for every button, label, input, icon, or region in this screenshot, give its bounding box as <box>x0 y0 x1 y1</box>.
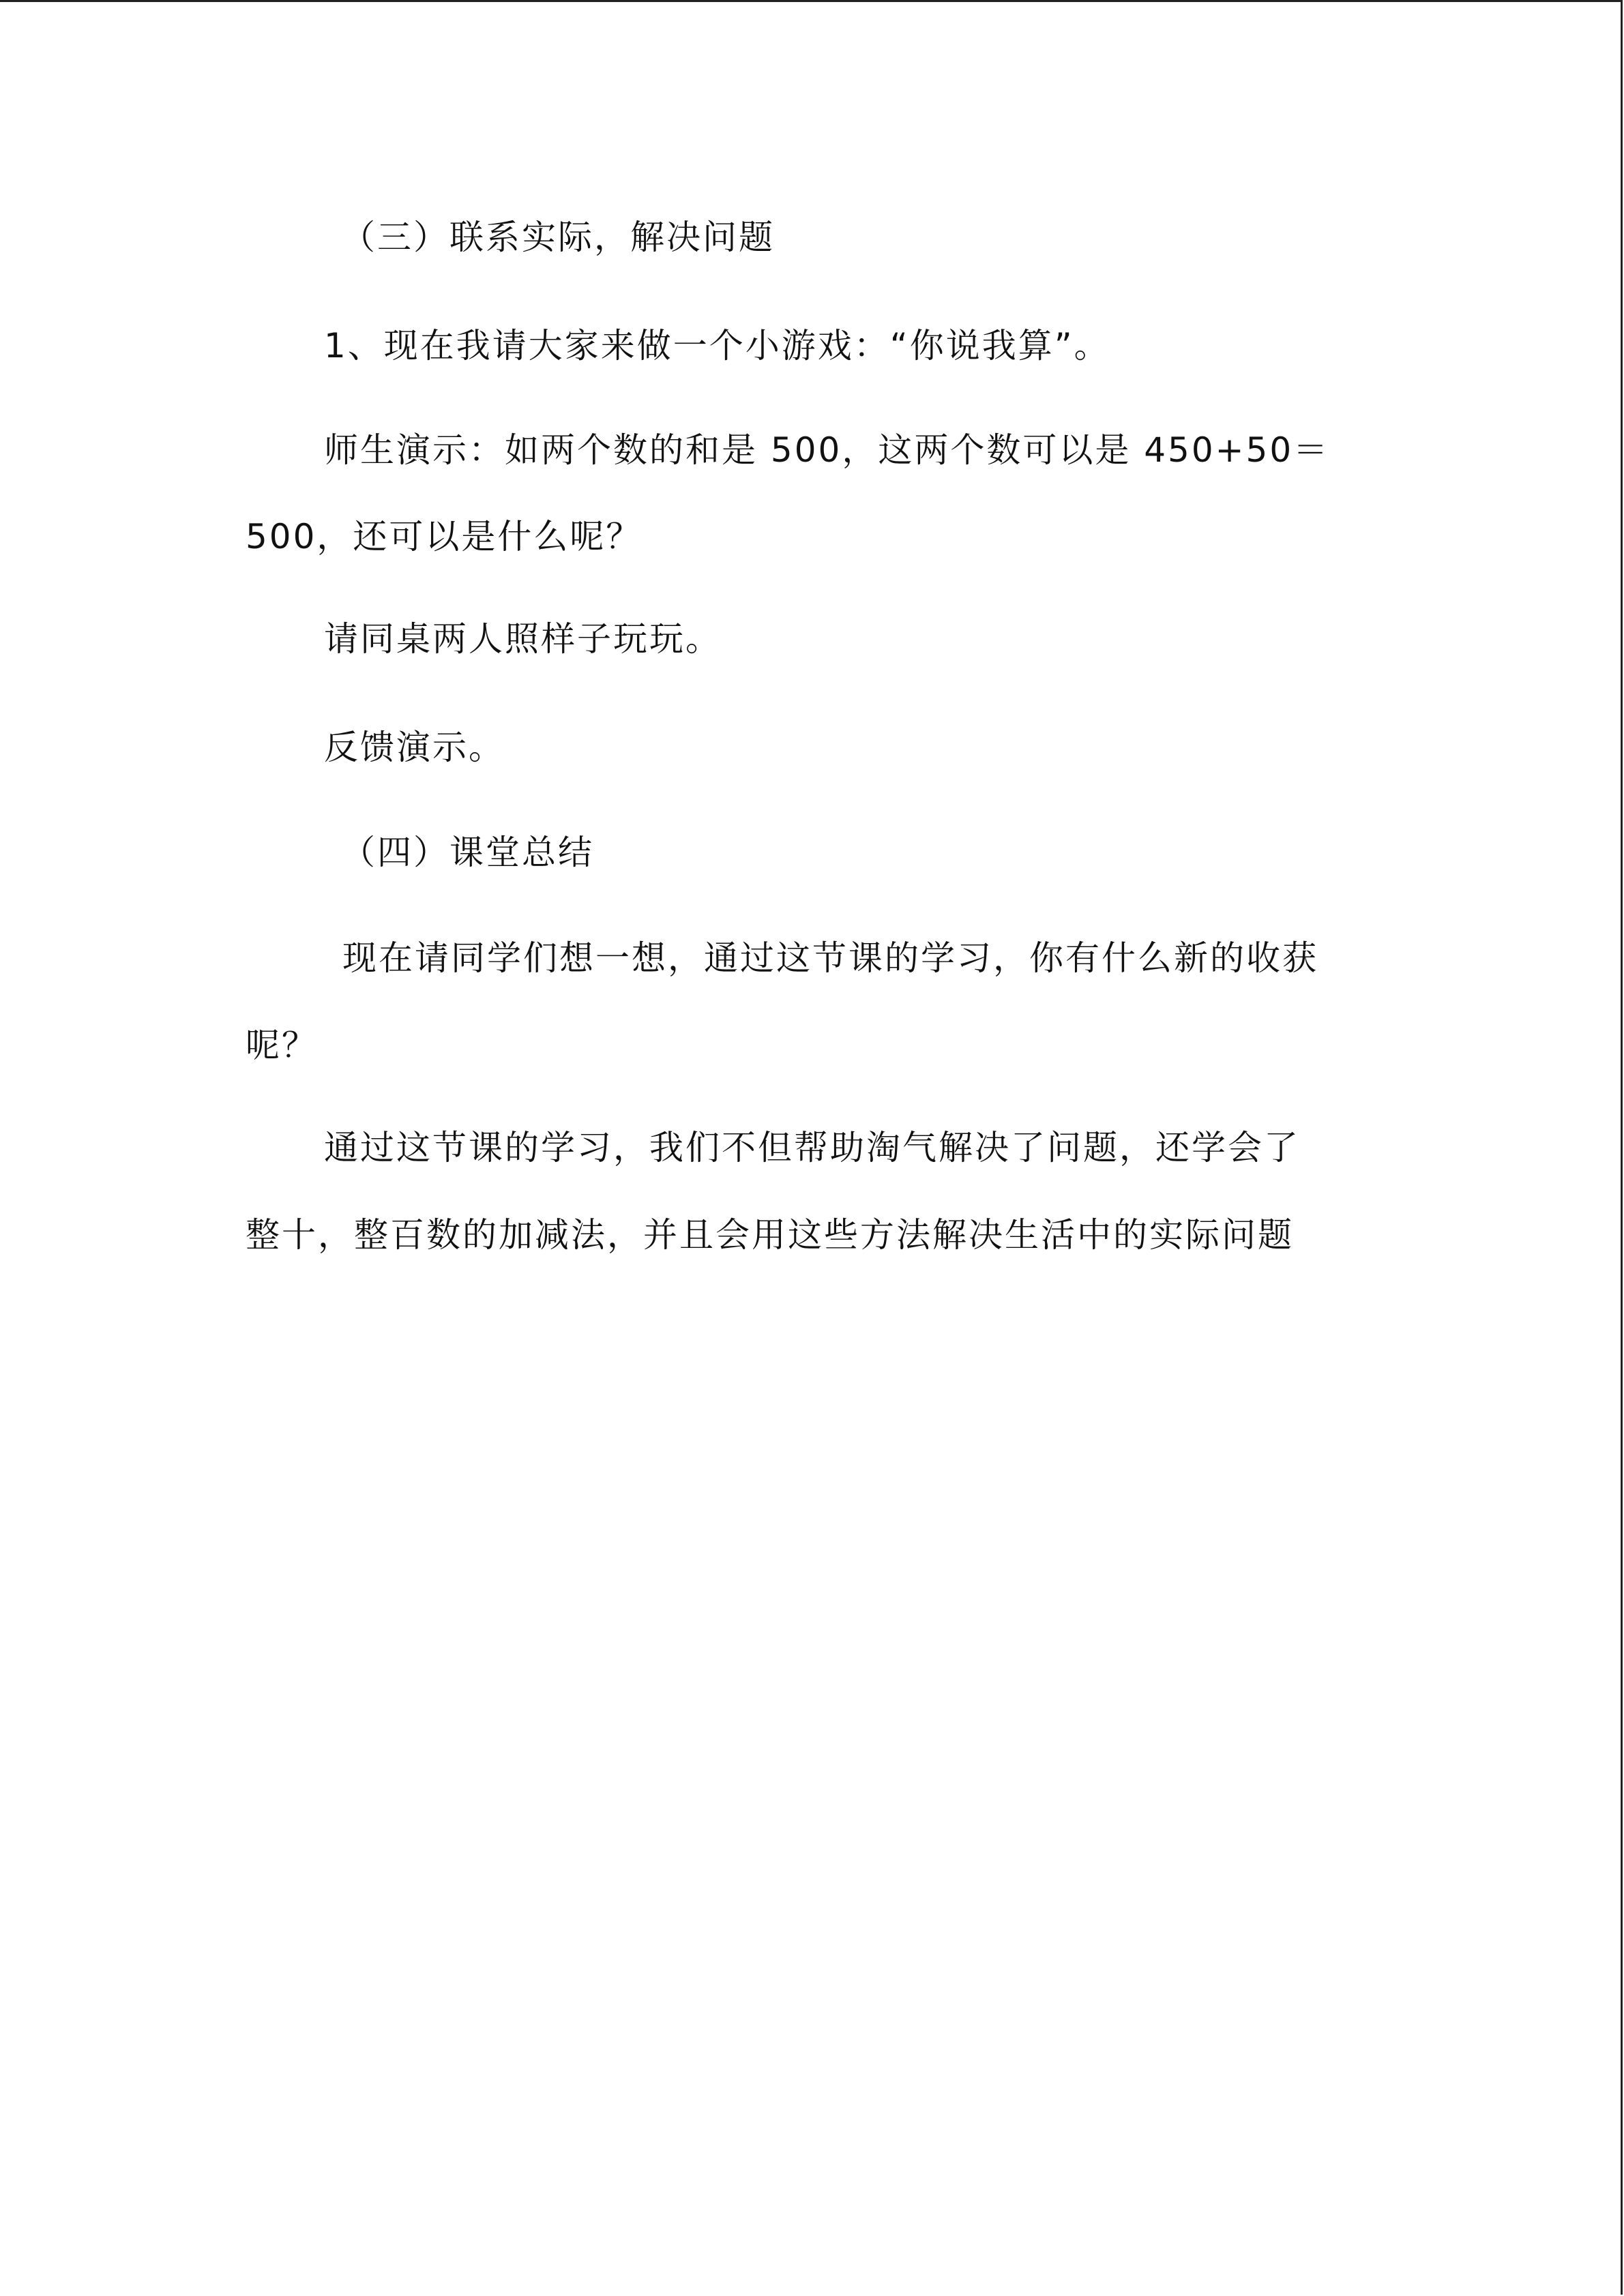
section-4-heading: （四）课堂总结 <box>341 833 594 872</box>
summary-answer-line-1: 通过这节课的学习，我们不但帮助淘气解决了问题，还学会了 <box>324 1128 1300 1167</box>
summary-answer-line-2: 整十，整百数的加减法，并且会用这些方法解决生活中的实际问题 <box>246 1215 1294 1255</box>
pair-play-instruction: 请同桌两人照样子玩玩。 <box>324 619 722 659</box>
demo-line-1: 师生演示：如两个数的和是 500，这两个数可以是 450+50＝ <box>324 430 1330 470</box>
summary-question-line-2: 呢？ <box>246 1026 318 1065</box>
demo-line-2: 500，还可以是什么呢？ <box>246 517 643 556</box>
game-intro: 1、现在我请大家来做一个小游戏：“你说我算”。 <box>324 326 1110 366</box>
section-3-heading: （三）联系实际，解决问题 <box>341 218 775 257</box>
feedback-demo: 反馈演示。 <box>324 728 505 767</box>
summary-question-line-1: 现在请同学们想一想，通过这节课的学习，你有什么新的收获 <box>342 938 1318 978</box>
